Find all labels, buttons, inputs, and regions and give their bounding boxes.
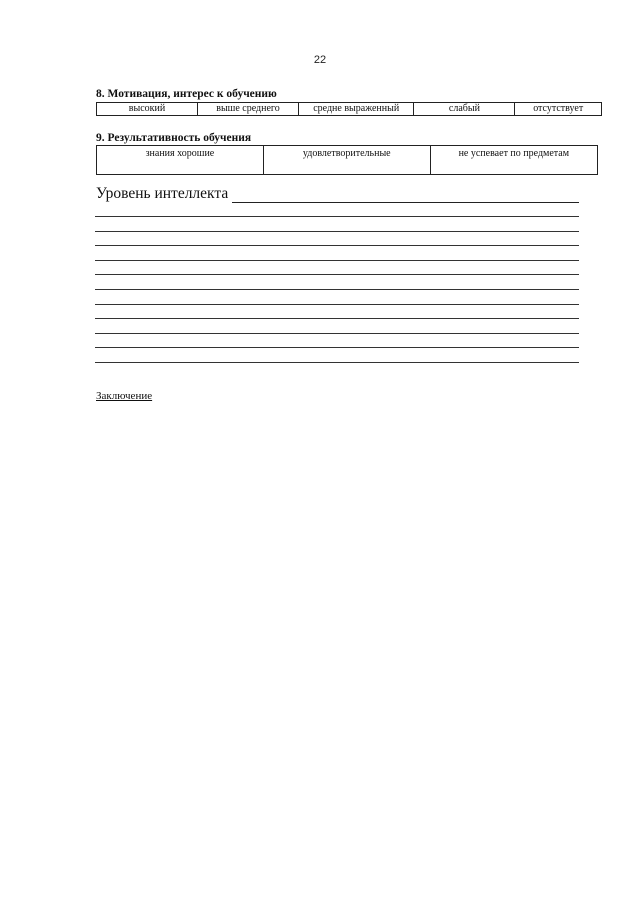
motivation-option-above-average: выше среднего	[198, 103, 299, 116]
blank-lines	[95, 216, 579, 377]
motivation-option-moderate: средне выраженный	[299, 103, 414, 116]
blank-line	[95, 216, 579, 217]
intellect-blank	[232, 186, 579, 203]
blank-line	[95, 274, 579, 275]
results-heading: 9. Результативность обучения	[96, 132, 252, 144]
motivation-options-table	[96, 102, 602, 116]
table-row	[97, 146, 598, 175]
blank-line	[95, 260, 579, 261]
page-number: 22	[313, 54, 327, 66]
results-option-failing: не успевает по предметам	[430, 146, 597, 175]
table-row	[97, 103, 602, 116]
blank-line	[95, 231, 579, 232]
motivation-heading: 8. Мотивация, интерес к обучению	[96, 88, 277, 100]
motivation-option-high: высокий	[97, 103, 198, 116]
results-options-table	[96, 145, 598, 175]
results-option-satisfactory: удовлетворительные	[263, 146, 430, 175]
blank-line	[95, 318, 579, 319]
conclusion-label: Заключение	[96, 390, 153, 402]
blank-line	[95, 304, 579, 305]
blank-line	[95, 289, 579, 290]
intellect-field	[96, 185, 579, 203]
motivation-option-absent: отсутствует	[515, 103, 602, 116]
blank-line	[95, 362, 579, 363]
blank-line	[95, 333, 579, 334]
blank-line	[95, 245, 579, 246]
results-option-good: знания хорошие	[97, 146, 264, 175]
blank-line	[95, 347, 579, 348]
motivation-option-weak: слабый	[414, 103, 515, 116]
intellect-label: Уровень интеллекта	[96, 185, 229, 202]
